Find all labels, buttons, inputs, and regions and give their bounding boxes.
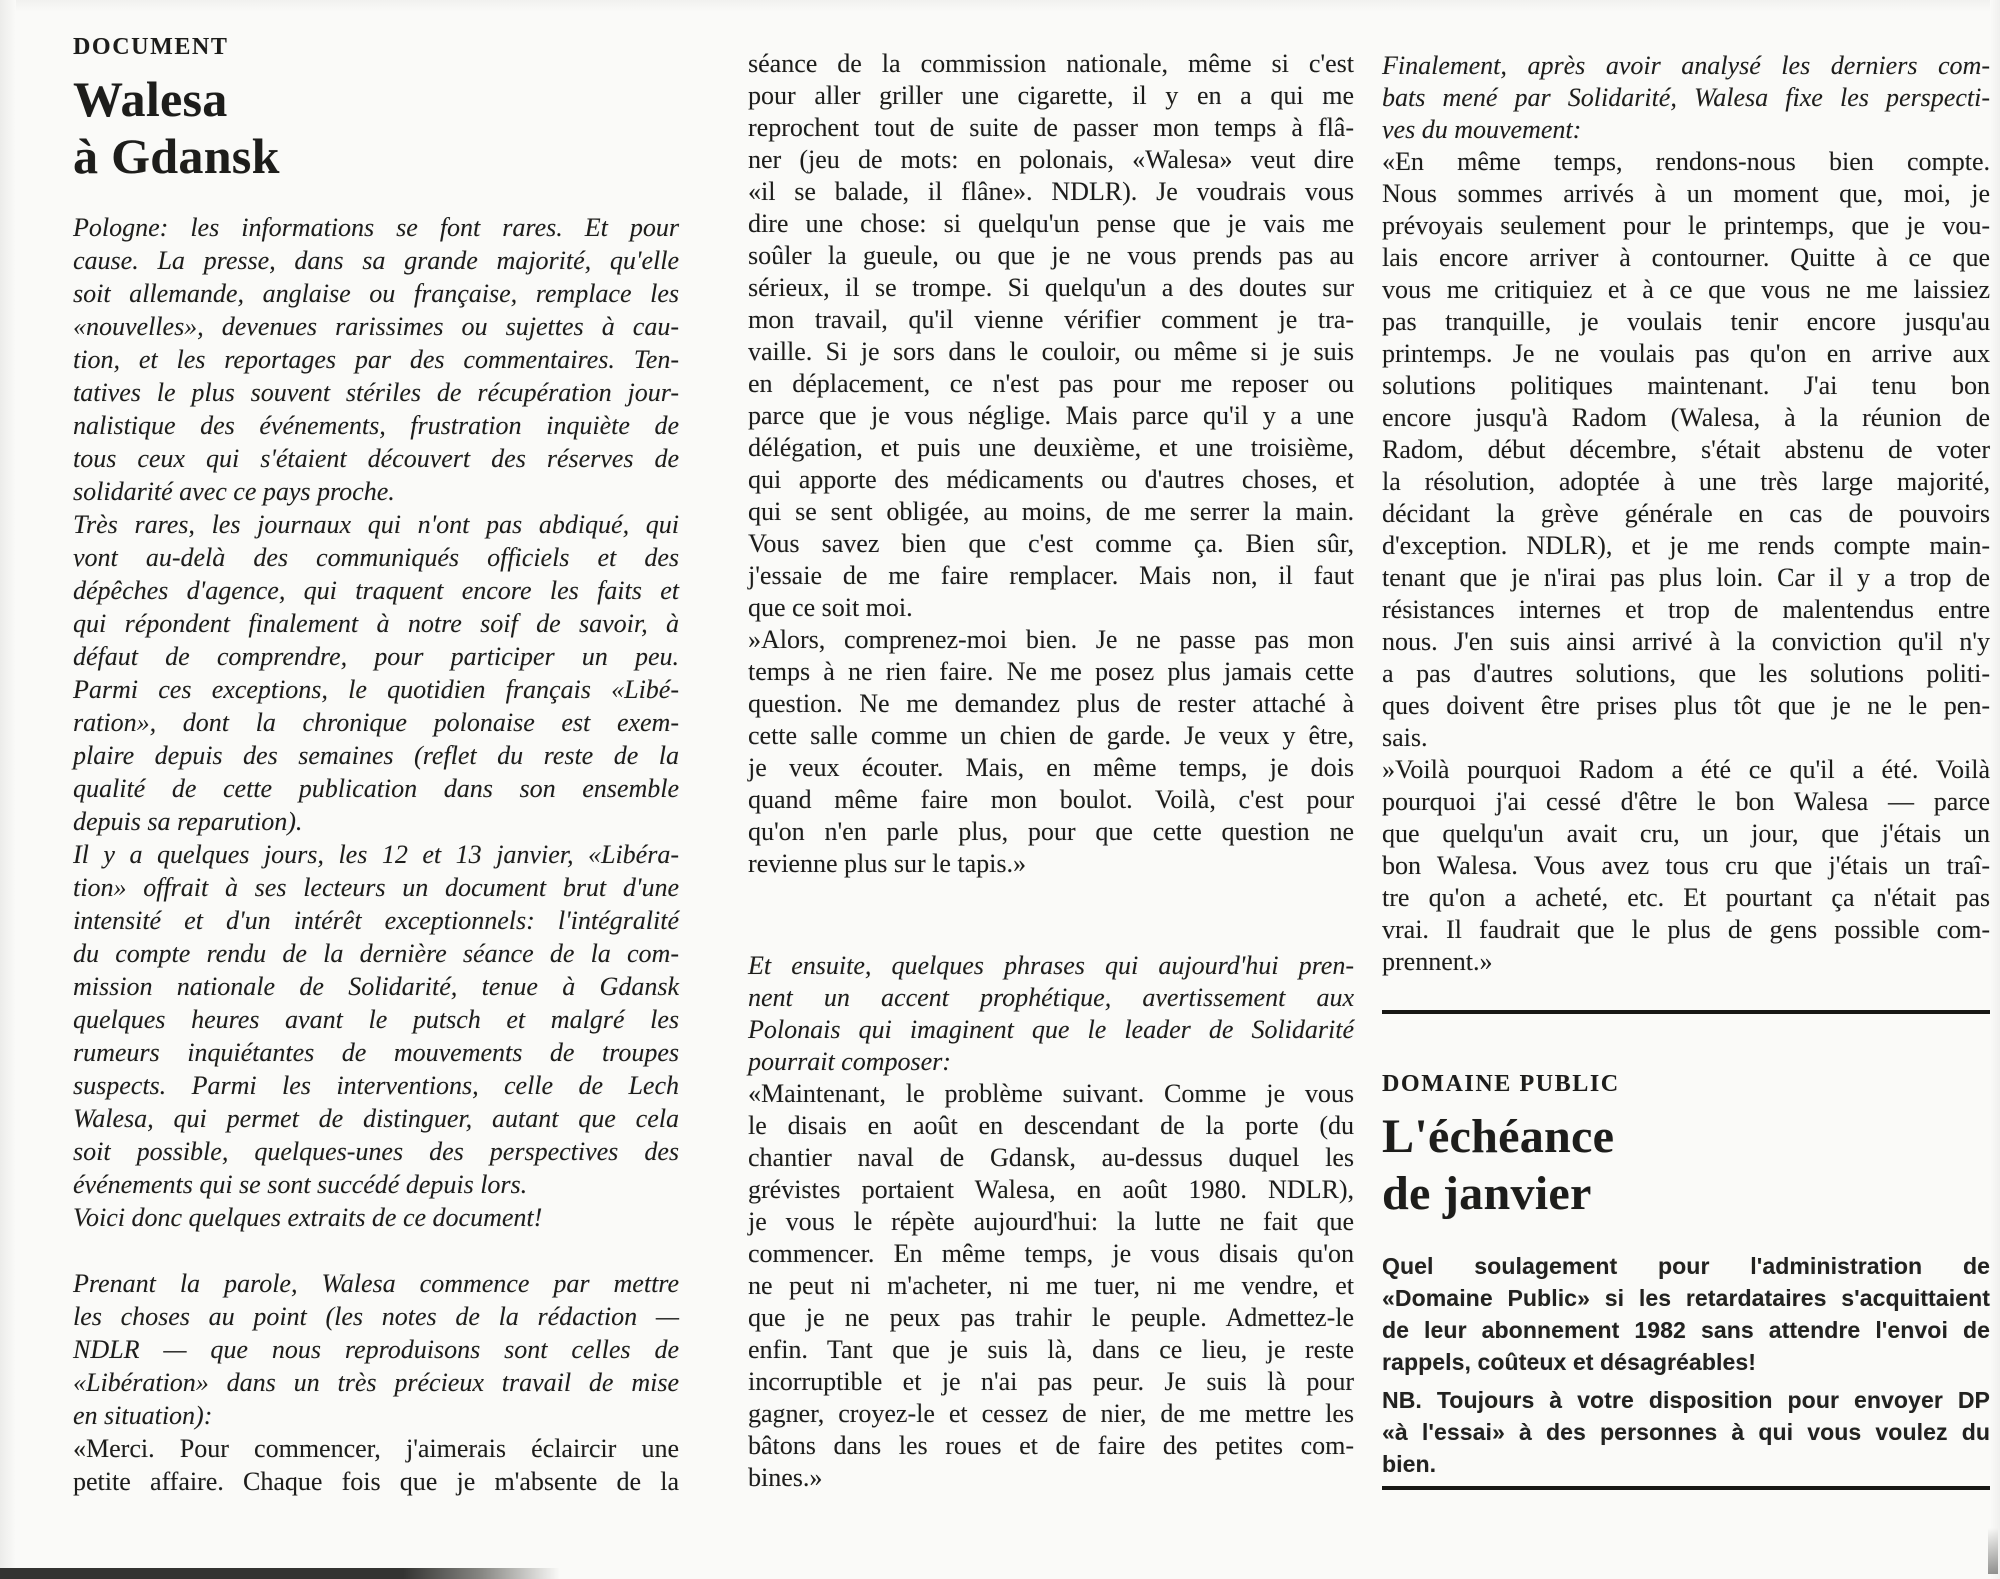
text-line: bats mené par Solidarité, Walesa fixe les perspecti-: [1382, 83, 1990, 112]
text-line: Il y a quelques jours, les 12 et 13 janvier, «Libéra-: [73, 840, 679, 869]
text-line: encore jusqu'à Radom (Walesa, à la réunion de: [1382, 403, 1990, 432]
text-line: vrai. Il faudrait que le plus de gens possible com-: [1382, 915, 1990, 944]
article-column-middle: [748, 0, 1354, 1494]
article-column-right: [1382, 0, 1990, 1490]
text-line: vaille. Si je sors dans le couloir, ou même si je suis: [748, 337, 1354, 366]
section-kicker: DOMAINE PUBLIC: [1382, 1071, 1620, 1097]
text-line: Vous savez bien que c'est comme ça. Bien sûr,: [748, 529, 1354, 558]
text-line: pourquoi j'ai cessé d'être le bon Walesa — parce: [1382, 787, 1990, 816]
text-line: »Alors, comprenez-moi bien. Je ne passe pas mon: [748, 625, 1354, 654]
text-line: j'essaie de me faire remplacer. Mais non, il faut: [748, 561, 1354, 590]
text-line: prennent.»: [1382, 947, 1493, 976]
text-line: Très rares, les journaux qui n'ont pas abdiqué, qui: [73, 510, 679, 539]
text-line: résistances internes et trop de malentendus entre: [1382, 595, 1990, 624]
text-line: événements qui se sont succédé depuis lors.: [73, 1170, 528, 1199]
body-paragraph: [73, 211, 679, 508]
text-line: de leur abonnement 1982 sans attendre l'envoi de: [1382, 1317, 1990, 1343]
text-line: pas tranquille, je voulais tenir encore jusqu'au: [1382, 307, 1990, 336]
text-line: soit possible, quelques-unes des perspectives des: [73, 1137, 679, 1166]
text-line: que quelqu'un avait cru, un jour, que j'étais un: [1382, 819, 1990, 848]
text-line: je vous le répète aujourd'hui: la lutte ne fait que: [748, 1207, 1354, 1236]
body-paragraph: [1382, 50, 1990, 146]
text-line: Finalement, après avoir analysé les derniers com-: [1382, 51, 1990, 80]
text-line: quand même faire mon boulot. Voilà, c'est pour: [748, 785, 1354, 814]
text-line: «Libération» dans un très précieux travail de mise: [73, 1368, 679, 1397]
article-column-left: [73, 0, 679, 1498]
text-line: du compte rendu de la dernière séance de la com-: [73, 939, 679, 968]
text-line: que je ne peux pas trahir le peuple. Admettez-le: [748, 1303, 1354, 1332]
text-line: rappels, coûteux et désagréables!: [1382, 1349, 1756, 1375]
body-paragraph: [1382, 146, 1990, 754]
text-line: bon Walesa. Vous avez tous cru que j'étais un traî-: [1382, 851, 1990, 880]
text-line: «En même temps, rendons-nous bien compte.: [1382, 147, 1990, 176]
text-line: Polonais qui imaginent que le leader de Solidarité: [748, 1015, 1354, 1044]
text-line: NDLR — que nous reproduisons sont celles de: [73, 1335, 679, 1364]
body-paragraph: [1382, 1384, 1990, 1480]
text-line: quelques heures avant le putsch et malgré les: [73, 1005, 679, 1034]
text-line: «il se balade, il flâne». NDLR). Je voudrais vous: [748, 177, 1354, 206]
text-line: «Maintenant, le problème suivant. Comme je vous: [748, 1079, 1354, 1108]
text-line: dépêches d'agence, qui traquent encore les faits et: [73, 576, 679, 605]
text-line: d'exception. NDLR), et je me rends compte main-: [1382, 531, 1990, 560]
text-line: enfin. Tant que je suis là, dans ce lieu, je reste: [748, 1335, 1354, 1364]
text-line: reprochent tout de suite de passer mon temps à flâ-: [748, 113, 1354, 142]
text-line: plaire depuis des semaines (reflet du reste de la: [73, 741, 679, 770]
text-line: ves du mouvement:: [1382, 115, 1582, 144]
text-line: qualité de cette publication dans son ensemble: [73, 774, 679, 803]
text-line: sais.: [1382, 723, 1428, 752]
text-line: Radom, début décembre, s'était abstenu de voter: [1382, 435, 1990, 464]
body-paragraph: [73, 1267, 679, 1432]
text-line: tatives le plus souvent stériles de récupération jour-: [73, 378, 679, 407]
text-line: séance de la commission nationale, même si c'est: [748, 49, 1354, 78]
text-line: Quel soulagement pour l'administration de: [1382, 1253, 1990, 1279]
text-line: bâtons dans les roues et de faire des petites com-: [748, 1431, 1354, 1460]
text-line: petite affaire. Chaque fois que je m'absente de la: [73, 1467, 679, 1496]
text-line: prévoyais seulement pour le printemps, que je vou-: [1382, 211, 1990, 240]
text-line: lais encore arriver à contourner. Quitte à ce que: [1382, 243, 1990, 272]
text-line: en situation):: [73, 1401, 213, 1430]
text-line: ration», dont la chronique polonaise est exem-: [73, 708, 679, 737]
text-line: incorruptible et je n'ai pas peur. Je suis là pour: [748, 1367, 1354, 1396]
text-line: tenant que je n'irai pas plus loin. Car il y a trop de: [1382, 563, 1990, 592]
text-line: chantier naval de Gdansk, au-dessus duquel les: [748, 1143, 1354, 1172]
text-line: question. Ne me demandez plus de rester attaché à: [748, 689, 1354, 718]
text-line: nent un accent prophétique, avertissement aux: [748, 983, 1354, 1012]
article-title-line: L'échéance: [1382, 1110, 1615, 1163]
scan-edge-left: [0, 0, 16, 1579]
text-line: ne peut ni m'acheter, ni me tuer, ni me vendre, et: [748, 1271, 1354, 1300]
text-line: Walesa, qui permet de distinguer, autant que cela: [73, 1104, 679, 1133]
text-line: tre qu'on a acheté, etc. Et pourtant ça n'était pas: [1382, 883, 1990, 912]
text-line: qui apporte des médicaments ou d'autres choses, et: [748, 465, 1354, 494]
text-line: qui se sent obligée, au moins, de me serrer la main.: [748, 497, 1354, 526]
text-line: grévistes portaient Walesa, en août 1980. NDLR),: [748, 1175, 1354, 1204]
text-line: délégation, et puis une deuxième, et une troisième,: [748, 433, 1354, 462]
text-line: que ce soit moi.: [748, 593, 913, 622]
text-line: cette salle comme un chien de garde. Je veux y être,: [748, 721, 1354, 750]
text-line: défaut de comprendre, pour participer un peu.: [73, 642, 679, 671]
body-paragraph: [1382, 754, 1990, 978]
text-line: revienne plus sur le tapis.»: [748, 849, 1026, 878]
text-line: tous ceux qui s'étaient découvert des réserves de: [73, 444, 679, 473]
text-line: «Merci. Pour commencer, j'aimerais éclaircir une: [73, 1434, 679, 1463]
separator-rule: [1382, 1010, 1990, 1014]
text-line: cause. La presse, dans sa grande majorité, qu'elle: [73, 246, 679, 275]
body-paragraph: [748, 48, 1354, 624]
text-line: Et ensuite, quelques phrases qui aujourd'hui pren-: [748, 951, 1354, 980]
body-paragraph: [73, 508, 679, 838]
text-line: Prenant la parole, Walesa commence par mettre: [73, 1269, 679, 1298]
text-line: «Domaine Public» si les retardataires s'acquittaient: [1382, 1285, 1990, 1311]
text-line: nous. J'en suis ainsi arrivé à la conviction qu'il n'y: [1382, 627, 1990, 656]
text-line: bines.»: [748, 1463, 823, 1492]
text-line: solutions politiques maintenant. J'ai tenu bon: [1382, 371, 1990, 400]
section-kicker: DOCUMENT: [73, 34, 229, 60]
body-paragraph: [748, 624, 1354, 880]
text-line: mon travail, qu'il vienne vérifier comment je tra-: [748, 305, 1354, 334]
text-line: décidant la grève générale en cas de pouvoirs: [1382, 499, 1990, 528]
text-line: la résolution, adoptée à une très large majorité,: [1382, 467, 1990, 496]
text-line: nalistique des événements, frustration inquiète de: [73, 411, 679, 440]
text-line: bien.: [1382, 1451, 1437, 1477]
text-line: soit allemande, anglaise ou française, remplace les: [73, 279, 679, 308]
text-line: sérieux, il se trompe. Si quelqu'un a des doutes sur: [748, 273, 1354, 302]
text-line: «nouvelles», devenues rarissimes ou sujettes à cau-: [73, 312, 679, 341]
text-line: tion, et les reportages par des commentaires. Ten-: [73, 345, 679, 374]
text-line: mission nationale de Solidarité, tenue à Gdansk: [73, 972, 679, 1001]
body-paragraph: [73, 1201, 679, 1234]
body-paragraph: [1382, 1250, 1990, 1378]
article-title: [73, 71, 679, 185]
text-line: temps à ne rien faire. Ne me posez plus jamais cette: [748, 657, 1354, 686]
text-line: pourrait composer:: [748, 1047, 951, 1076]
text-line: le disais en août en descendant de la porte (du: [748, 1111, 1354, 1140]
article-title-line: Walesa: [73, 71, 228, 127]
text-line: qui répondent finalement à notre soif de savoir, à: [73, 609, 679, 638]
text-line: en déplacement, ce n'est pas pour me reposer ou: [748, 369, 1354, 398]
article-title: [1382, 1108, 1990, 1222]
text-line: les choses au point (les notes de la rédaction —: [73, 1302, 679, 1331]
text-line: NB. Toujours à votre disposition pour envoyer DP: [1382, 1387, 1990, 1413]
text-line: a pas d'autres solutions, que les solutions politi-: [1382, 659, 1990, 688]
text-line: gagner, croyez-le et cessez de nier, de me mettre les: [748, 1399, 1354, 1428]
text-line: tion» offrait à ses lecteurs un document brut d'une: [73, 873, 679, 902]
article-title-line: à Gdansk: [73, 128, 280, 184]
text-line: printemps. Je ne voulais pas qu'on en arrive aux: [1382, 339, 1990, 368]
scan-artifact-corner-smudge: [1988, 1528, 1998, 1574]
article-title-line: de janvier: [1382, 1167, 1592, 1220]
text-line: intensité et d'un intérêt exceptionnels: l'intégralité: [73, 906, 679, 935]
text-line: rumeurs inquiétantes de mouvements de troupes: [73, 1038, 679, 1067]
text-line: qu'on n'en parle plus, pour que cette question ne: [748, 817, 1354, 846]
text-line: solidarité avec ce pays proche.: [73, 477, 395, 506]
text-line: commencer. En même temps, je vous disais qu'on: [748, 1239, 1354, 1268]
text-line: ques doivent être prises plus tôt que je ne le pen-: [1382, 691, 1990, 720]
text-line: Voici donc quelques extraits de ce document!: [73, 1203, 543, 1232]
scan-edge-right: [1990, 0, 2000, 1579]
text-line: suspects. Parmi les interventions, celle de Lech: [73, 1071, 679, 1100]
text-line: »Voilà pourquoi Radom a été ce qu'il a été. Voilà: [1382, 755, 1990, 784]
body-paragraph: [748, 1078, 1354, 1494]
text-line: Nous sommes arrivés à un moment que, moi, je: [1382, 179, 1990, 208]
body-paragraph: [73, 838, 679, 1201]
body-paragraph: [73, 1432, 679, 1498]
scan-artifact-bottom-bar: [0, 1568, 560, 1579]
body-paragraph: [748, 950, 1354, 1078]
text-line: je veux écouter. Mais, en même temps, je dois: [748, 753, 1354, 782]
text-line: parce que je vous néglige. Mais parce qu'il y a une: [748, 401, 1354, 430]
text-line: soûler la gueule, ou que je ne vous prends pas au: [748, 241, 1354, 270]
text-line: pour aller griller une cigarette, il y en a qui me: [748, 81, 1354, 110]
text-line: vont au-delà des communiqués officiels et des: [73, 543, 679, 572]
text-line: dire une chose: si quelqu'un pense que je vais me: [748, 209, 1354, 238]
text-line: Parmi ces exceptions, le quotidien français «Libé-: [73, 675, 679, 704]
text-line: Pologne: les informations se font rares. Et pour: [73, 213, 679, 242]
text-line: «à l'essai» à des personnes à qui vous voulez du: [1382, 1419, 1990, 1445]
text-line: ner (jeu de mots: en polonais, «Walesa» veut dire: [748, 145, 1354, 174]
separator-rule: [1382, 1486, 1990, 1490]
text-line: depuis sa reparution).: [73, 807, 303, 836]
text-line: vous me critiquiez et à ce que vous ne me laissiez: [1382, 275, 1990, 304]
